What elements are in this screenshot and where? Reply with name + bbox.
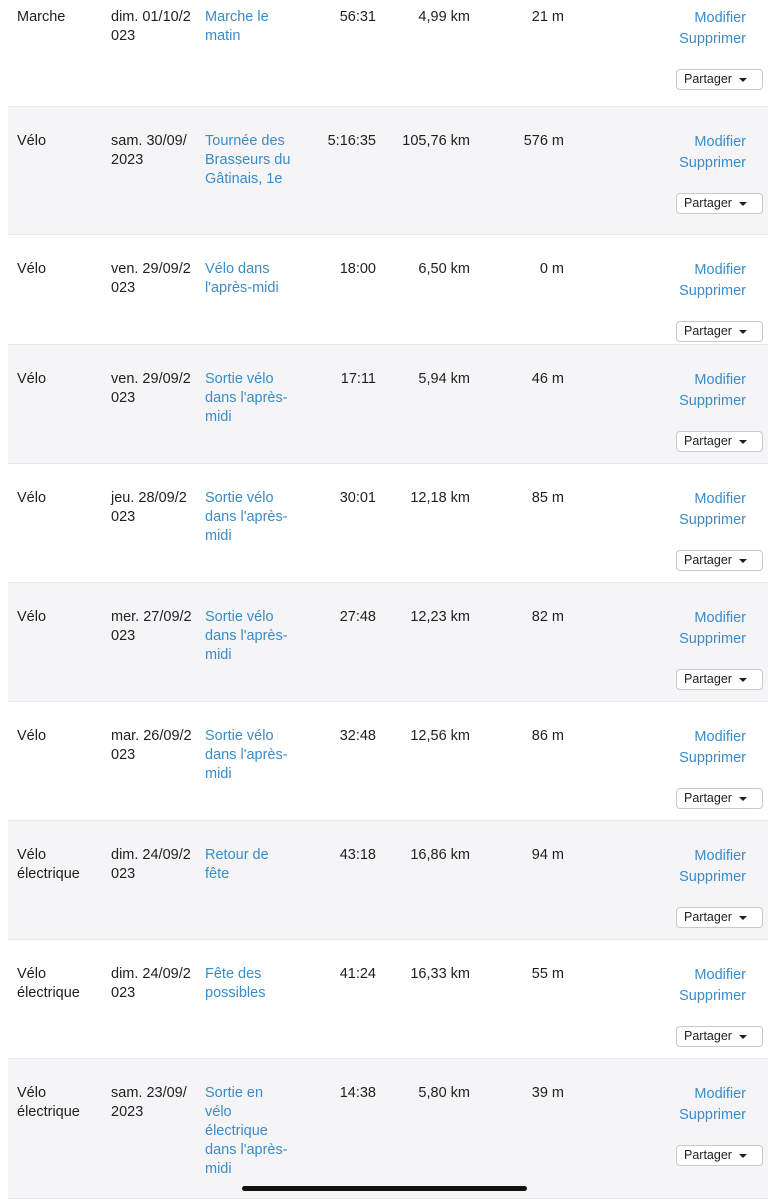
activity-type: Vélo électrique — [17, 966, 80, 1001]
delete-link[interactable]: Supprimer — [679, 631, 746, 647]
activity-date: ven. 29/09/2023 — [111, 371, 191, 406]
activity-duration: 32:48 — [339, 728, 376, 744]
activity-date: mer. 27/09/2023 — [111, 609, 192, 644]
table-row — [8, 235, 768, 345]
edit-link[interactable]: Modifier — [694, 134, 746, 150]
share-dropdown[interactable] — [676, 907, 763, 928]
edit-link[interactable]: Modifier — [694, 610, 746, 626]
activity-distance: 12,56 km — [410, 728, 470, 744]
activity-type: Vélo — [17, 371, 47, 387]
activity-distance: 12,18 km — [410, 490, 470, 506]
delete-link[interactable]: Supprimer — [679, 31, 746, 47]
share-dropdown[interactable] — [676, 550, 763, 571]
activity-duration: 14:38 — [339, 1085, 376, 1101]
activity-duration: 17:11 — [340, 371, 376, 387]
activity-date: mar. 26/09/2023 — [111, 728, 192, 763]
edit-link[interactable]: Modifier — [694, 967, 746, 983]
table-row — [8, 1059, 768, 1199]
activity-date: dim. 01/10/2023 — [111, 9, 191, 44]
caret-down-icon — [739, 330, 747, 334]
delete-link[interactable]: Supprimer — [679, 283, 746, 299]
edit-link[interactable]: Modifier — [694, 491, 746, 507]
delete-link[interactable]: Supprimer — [679, 393, 746, 409]
home-indicator[interactable] — [242, 1186, 527, 1191]
edit-link[interactable]: Modifier — [694, 10, 746, 26]
row-actions — [656, 727, 746, 769]
activity-duration: 30:01 — [339, 490, 376, 506]
activity-elevation: 39 m — [531, 1085, 564, 1101]
activity-elevation: 576 m — [523, 133, 564, 149]
edit-link[interactable]: Modifier — [694, 262, 746, 278]
share-dropdown[interactable] — [676, 788, 763, 809]
row-actions — [656, 489, 746, 531]
delete-link[interactable]: Supprimer — [679, 512, 746, 528]
share-label: Partager — [684, 1148, 732, 1162]
share-label: Partager — [684, 434, 732, 448]
share-dropdown[interactable] — [676, 669, 763, 690]
table-row — [8, 702, 768, 821]
activity-distance: 105,76 km — [402, 133, 470, 149]
caret-down-icon — [739, 78, 747, 82]
activity-title-link[interactable]: Fête des possibles — [205, 966, 266, 1001]
share-label: Partager — [684, 324, 732, 338]
activity-date: sam. 30/09/2023 — [111, 133, 187, 168]
activity-elevation: 0 m — [539, 261, 564, 277]
share-label: Partager — [684, 791, 732, 805]
share-dropdown[interactable] — [676, 431, 763, 452]
activities-table — [8, 0, 768, 1199]
delete-link[interactable]: Supprimer — [679, 988, 746, 1004]
row-actions — [656, 132, 746, 174]
activity-duration: 18:00 — [339, 261, 376, 277]
edit-link[interactable]: Modifier — [694, 372, 746, 388]
activity-elevation: 86 m — [531, 728, 564, 744]
activity-distance: 5,94 km — [418, 371, 470, 387]
activity-duration: 43:18 — [339, 847, 376, 863]
table-row — [8, 107, 768, 235]
share-dropdown[interactable] — [676, 193, 763, 214]
activity-title-link[interactable]: Vélo dans l'après-midi — [205, 261, 279, 296]
activity-title-link[interactable]: Sortie en vélo électrique dans l'après-midi — [205, 1085, 288, 1177]
activity-distance: 6,50 km — [418, 261, 470, 277]
activity-date: dim. 24/09/2023 — [111, 847, 191, 882]
delete-link[interactable]: Supprimer — [679, 869, 746, 885]
caret-down-icon — [739, 1035, 747, 1039]
activity-duration: 5:16:35 — [327, 133, 376, 149]
row-actions — [656, 260, 746, 302]
activity-date: jeu. 28/09/2023 — [111, 490, 187, 525]
table-row — [8, 583, 768, 702]
caret-down-icon — [739, 559, 747, 563]
table-row — [8, 821, 768, 940]
activity-type: Vélo électrique — [17, 847, 80, 882]
activity-date: ven. 29/09/2023 — [111, 261, 191, 296]
table-row — [8, 345, 768, 464]
share-dropdown[interactable] — [676, 1026, 763, 1047]
activity-duration: 27:48 — [339, 609, 376, 625]
activity-type: Vélo — [17, 490, 47, 506]
activity-title-link[interactable]: Sortie vélo dans l'après-midi — [205, 609, 288, 663]
activity-type: Vélo — [17, 609, 47, 625]
activity-title-link[interactable]: Marche le matin — [205, 9, 269, 44]
activity-title-link[interactable]: Sortie vélo dans l'après-midi — [205, 371, 288, 425]
activity-duration: 41:24 — [339, 966, 376, 982]
share-label: Partager — [684, 72, 732, 86]
activity-elevation: 46 m — [531, 371, 564, 387]
caret-down-icon — [739, 916, 747, 920]
activity-distance: 16,86 km — [410, 847, 470, 863]
table-row — [8, 0, 768, 107]
activity-date: sam. 23/09/2023 — [111, 1085, 187, 1120]
activity-type: Vélo — [17, 261, 47, 277]
caret-down-icon — [739, 1154, 747, 1158]
activity-distance: 12,23 km — [410, 609, 470, 625]
caret-down-icon — [739, 202, 747, 206]
activity-type: Marche — [17, 9, 66, 25]
share-dropdown[interactable] — [676, 69, 763, 90]
share-label: Partager — [684, 196, 732, 210]
share-label: Partager — [684, 672, 732, 686]
caret-down-icon — [739, 797, 747, 801]
table-row — [8, 464, 768, 583]
edit-link[interactable]: Modifier — [694, 729, 746, 745]
activity-date: dim. 24/09/2023 — [111, 966, 191, 1001]
caret-down-icon — [739, 440, 747, 444]
activity-type: Vélo — [17, 133, 47, 149]
row-actions — [656, 8, 746, 50]
share-dropdown[interactable] — [676, 1145, 763, 1166]
share-dropdown[interactable] — [676, 321, 763, 342]
activity-elevation: 21 m — [531, 9, 564, 25]
activity-title-link[interactable]: Sortie vélo dans l'après-midi — [205, 490, 288, 544]
activity-type: Vélo électrique — [17, 1085, 80, 1120]
row-actions — [656, 965, 746, 1007]
row-actions — [656, 1084, 746, 1126]
caret-down-icon — [739, 678, 747, 682]
activity-duration: 56:31 — [339, 9, 376, 25]
activity-title-link[interactable]: Sortie vélo dans l'après-midi — [205, 728, 288, 782]
edit-link[interactable]: Modifier — [694, 1086, 746, 1102]
activity-elevation: 85 m — [531, 490, 564, 506]
share-label: Partager — [684, 1029, 732, 1043]
share-label: Partager — [684, 910, 732, 924]
edit-link[interactable]: Modifier — [694, 848, 746, 864]
row-actions — [656, 846, 746, 888]
activity-distance: 4,99 km — [418, 9, 470, 25]
activity-elevation: 55 m — [531, 966, 564, 982]
delete-link[interactable]: Supprimer — [679, 1107, 746, 1123]
delete-link[interactable]: Supprimer — [679, 155, 746, 171]
delete-link[interactable]: Supprimer — [679, 750, 746, 766]
activity-elevation: 82 m — [531, 609, 564, 625]
activity-elevation: 94 m — [531, 847, 564, 863]
table-row — [8, 940, 768, 1059]
activity-title-link[interactable]: Retour de fête — [205, 847, 269, 882]
activity-type: Vélo — [17, 728, 47, 744]
activity-title-link[interactable]: Tournée des Brasseurs du Gâtinais, 1e — [205, 133, 291, 187]
row-actions — [656, 608, 746, 650]
share-label: Partager — [684, 553, 732, 567]
activity-distance: 16,33 km — [410, 966, 470, 982]
activity-distance: 5,80 km — [418, 1085, 470, 1101]
row-actions — [656, 370, 746, 412]
